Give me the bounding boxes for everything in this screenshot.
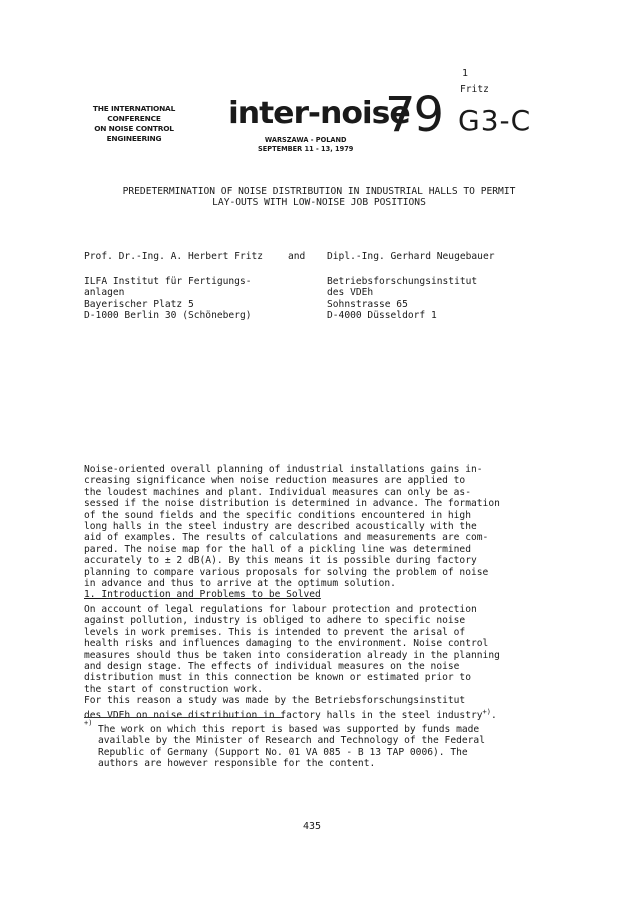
abstract-line: of the sound fields and the specific conditions encountered in high	[84, 509, 471, 521]
abstract-line: creasing significance when noise reduction measures are applied to	[84, 475, 466, 487]
author-1-affiliation	[84, 276, 252, 322]
location-line: WARSZAWA - POLAND	[264, 136, 347, 144]
affiliation-line: Sohnstrasse 65	[327, 298, 408, 310]
logo-year: 79	[385, 87, 443, 143]
affiliation-line: Betriebsforschungsinstitut	[327, 276, 478, 287]
body-line	[84, 707, 500, 722]
section-body	[84, 604, 500, 721]
affiliation-line: D-1000 Berlin 30 (Schöneberg)	[84, 310, 252, 322]
section-heading: 1. Introduction and Problems to be Solved	[84, 589, 321, 600]
affiliation-line: Bayerischer Platz 5	[84, 298, 194, 310]
sentence-end: .	[490, 709, 497, 721]
footnote-line: available by the Minister of Research and Technology of the Federal	[98, 735, 485, 747]
body-line: levels in work premises. This is intended to prevent the arisal of	[84, 626, 466, 638]
conference-line: CONFERENCE	[107, 114, 161, 123]
body-line: For this reason a study was made by the Betriebsforschungsinstitut	[84, 695, 466, 707]
body-line-text: des VDEh on noise distribution in factory halls in the steel industry	[84, 709, 483, 721]
abstract-line: accurately to ± 2 dB(A). By this means it is possible during factory	[84, 555, 477, 567]
session-code: G3-C	[458, 104, 532, 137]
affiliation-line: anlagen	[84, 287, 125, 299]
footnote-reference: +)	[482, 707, 491, 716]
conference-line: ENGINEERING	[106, 134, 162, 143]
abstract-line: aid of examples. The results of calculations and measurements are com-	[84, 532, 489, 544]
body-line: and design stage. The effects of individual measures on the noise	[84, 661, 460, 673]
author-connector: and	[288, 251, 306, 262]
title-line: LAY-OUTS WITH LOW-NOISE JOB POSITIONS	[212, 197, 426, 209]
footnote-divider	[84, 717, 284, 718]
author-2-affiliation	[327, 276, 477, 322]
footnote-line: The work on which this report is based was supported by funds made	[98, 724, 480, 735]
page-number: 1	[462, 68, 469, 79]
author-1-name: Prof. Dr.-Ing. A. Herbert Fritz	[84, 251, 264, 262]
abstract-line: planning to compare various proposals for solving the problem of noise	[84, 566, 489, 578]
abstract-line: sessed if the noise distribution is determined in advance. The formation	[84, 498, 500, 510]
footnote-marker: +)	[84, 719, 93, 727]
footnote-line: Republic of Germany (Support No. 01 VA 085 - B 13 TAP 0006). The	[98, 746, 468, 758]
abstract-line: Noise-oriented overall planning of industrial installations gains in-	[84, 464, 483, 475]
body-line: against pollution, industry is obliged to adhere to specific noise	[84, 615, 466, 627]
abstract-line: pared. The noise map for the hall of a pickling line was determined	[84, 543, 471, 555]
author-2-name: Dipl.-Ing. Gerhard Neugebauer	[327, 251, 495, 262]
paper-title	[84, 186, 554, 209]
location-line: SEPTEMBER 11 - 13, 1979	[258, 145, 354, 153]
affiliation-line: D-4000 Düsseldorf 1	[327, 310, 437, 322]
body-line: health risks and influences damaging to the environment. Noise control	[84, 638, 489, 650]
conference-line: ON NOISE CONTROL	[94, 124, 174, 133]
title-line: PREDETERMINATION OF NOISE DISTRIBUTION IN INDUSTRIAL HALLS TO PERMIT	[122, 186, 516, 197]
conference-line: THE INTERNATIONAL	[92, 104, 176, 113]
conference-name	[88, 104, 180, 144]
abstract-line: in advance and thus to arrive at the optimum solution.	[84, 578, 396, 590]
abstract	[84, 464, 500, 589]
body-line: On account of legal regulations for labour protection and protection	[84, 604, 477, 615]
footnote	[98, 724, 485, 770]
folio-page-number: 435	[303, 821, 322, 832]
internoise-logo: inter-noise	[228, 96, 410, 131]
abstract-line: the loudest machines and plant. Individual measures can only be as-	[84, 486, 471, 498]
conference-location	[258, 136, 353, 154]
affiliation-line: des VDEh	[327, 287, 374, 299]
author-tag: Fritz	[460, 84, 489, 95]
body-line: the start of construction work.	[84, 683, 264, 695]
body-line: measures should thus be taken into consideration already in the planning	[84, 649, 500, 661]
body-line: distribution must in this connection be known or estimated prior to	[84, 672, 471, 684]
footnote-line: authors are however responsible for the content.	[98, 758, 376, 770]
affiliation-line: ILFA Institut für Fertigungs-	[84, 276, 252, 287]
abstract-line: long halls in the steel industry are described acoustically with the	[84, 521, 477, 533]
